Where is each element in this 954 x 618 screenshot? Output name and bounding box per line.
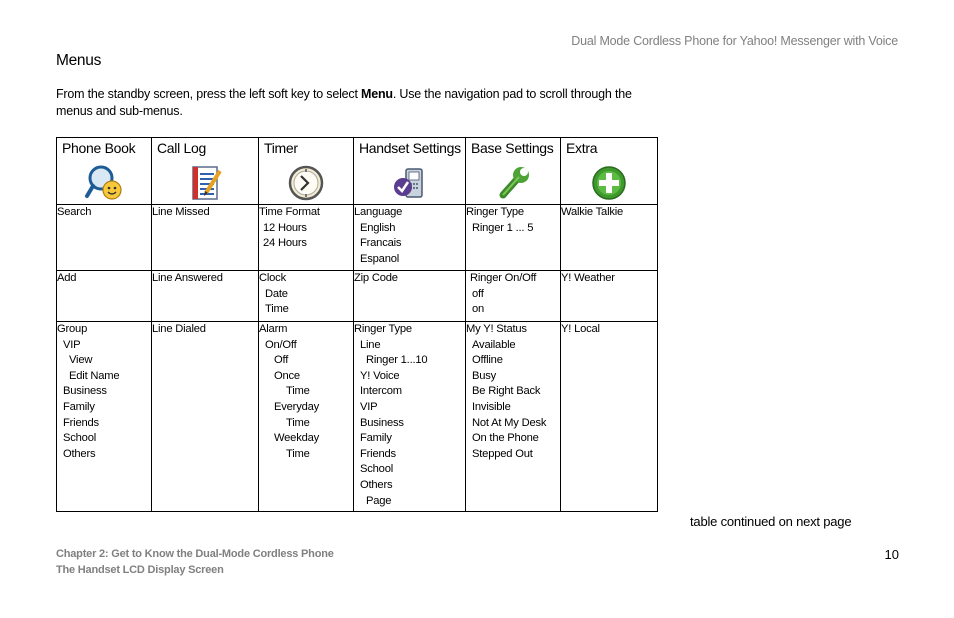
submenu-item-y-voice: Y! Voice <box>360 369 400 382</box>
call-log-notepad-icon <box>185 163 225 203</box>
table-cell-base-settings <box>466 205 561 271</box>
column-header-label: Base Settings <box>471 140 554 156</box>
intro-menu-keyword: Menu <box>361 87 393 101</box>
table-continued-note: table continued on next page <box>690 514 852 529</box>
submenu-item-not-at-my-desk: Not At My Desk <box>472 416 547 429</box>
submenu-item-school: School <box>63 432 97 445</box>
plus-icon <box>589 163 629 203</box>
submenu-item-page: Page <box>366 494 392 507</box>
section-title: Menus <box>56 52 102 69</box>
page-number: 10 <box>884 547 899 562</box>
table-cell-handset-settings <box>354 271 466 322</box>
column-header-timer <box>259 138 354 205</box>
menu-item-ringer-type: Ringer Type <box>466 206 524 218</box>
submenu-item-business: Business <box>63 385 107 398</box>
column-header-phone-book <box>57 138 152 205</box>
menu-item-alarm: Alarm <box>259 323 288 335</box>
submenu-item-on-off: On/Off <box>265 338 297 351</box>
submenu-item-vip: VIP <box>360 400 378 413</box>
submenu-item-12-hours: 12 Hours <box>263 221 307 234</box>
table-cell-phone-book <box>57 205 152 271</box>
menu-item-time-format: Time Format <box>259 206 320 218</box>
table-cell-call-log <box>152 322 259 512</box>
table-cell-base-settings <box>466 322 561 512</box>
submenu-item-time: Time <box>286 385 310 398</box>
table-row <box>57 322 658 512</box>
submenu-item-ringer-1-10: Ringer 1...10 <box>366 354 428 367</box>
column-header-label: Handset Settings <box>359 140 461 156</box>
submenu-item-on-the-phone: On the Phone <box>472 432 539 445</box>
table-cell-call-log <box>152 271 259 322</box>
column-header-label: Phone Book <box>62 140 136 156</box>
submenu-item-off: off <box>472 287 484 300</box>
submenu-item-busy: Busy <box>472 369 497 382</box>
table-cell-phone-book <box>57 322 152 512</box>
table-row <box>57 205 658 271</box>
table-cell-handset-settings <box>354 205 466 271</box>
menu-item-clock: Clock <box>259 272 286 284</box>
menu-item-my-y-status: My Y! Status <box>466 323 527 335</box>
submenu-item-time: Time <box>286 447 310 460</box>
column-header-base-settings <box>466 138 561 205</box>
column-header-handset-settings <box>354 138 466 205</box>
wrench-icon <box>493 163 533 203</box>
table-row <box>57 271 658 322</box>
menu-item-zip-code: Zip Code <box>354 272 398 284</box>
submenu-item-family: Family <box>360 432 392 445</box>
footer-chapter: Chapter 2: Get to Know the Dual-Mode Cordless Phone <box>56 548 334 560</box>
intro-text-start: From the standby screen, press the left soft key to select <box>56 87 362 101</box>
submenu-item-edit-name: Edit Name <box>69 369 120 382</box>
table-cell-call-log <box>152 205 259 271</box>
submenu-item-time: Time <box>286 416 310 429</box>
table-header-row <box>57 138 658 205</box>
submenu-item-intercom: Intercom <box>360 385 402 398</box>
menus-table <box>56 137 658 512</box>
menu-item-ringer-type: Ringer Type <box>354 323 412 335</box>
table-cell-base-settings <box>466 271 561 322</box>
submenu-item-on: on <box>472 303 485 316</box>
submenu-item-friends: Friends <box>360 447 396 460</box>
submenu-item-english: English <box>360 221 396 234</box>
submenu-item-invisible: Invisible <box>472 400 511 413</box>
submenu-item-view: View <box>69 354 93 367</box>
menu-item-line-answered: Line Answered <box>152 272 223 284</box>
submenu-item-espanol: Espanol <box>360 252 400 265</box>
menu-item-walkie-talkie: Walkie Talkie <box>561 206 624 218</box>
submenu-item-everyday: Everyday <box>274 400 320 413</box>
submenu-item-others: Others <box>360 478 393 491</box>
submenu-item-weekday: Weekday <box>274 432 320 445</box>
menu-item-line-missed: Line Missed <box>152 206 210 218</box>
menu-item-group: Group <box>57 323 88 335</box>
submenu-item-school: School <box>360 463 394 476</box>
column-header-label: Extra <box>566 140 598 156</box>
submenu-item-vip: VIP <box>63 338 81 351</box>
submenu-item-date: Date <box>265 287 288 300</box>
submenu-item-business: Business <box>360 416 404 429</box>
column-header-label: Timer <box>264 140 298 156</box>
column-header-call-log <box>152 138 259 205</box>
menu-item-y-local: Y! Local <box>561 323 600 335</box>
submenu-item-ringer-1-5: Ringer 1 ... 5 <box>472 221 534 234</box>
menu-item-y-weather: Y! Weather <box>561 272 615 284</box>
document-header-title: Dual Mode Cordless Phone for Yahoo! Messenger with Voice <box>571 34 898 48</box>
submenu-item-line: Line <box>360 338 381 351</box>
submenu-item-others: Others <box>63 447 96 460</box>
menu-item-line-dialed: Line Dialed <box>152 323 206 335</box>
page-footer <box>56 546 334 578</box>
table-cell-timer <box>259 271 354 322</box>
table-cell-extra <box>561 322 658 512</box>
handset-settings-icon <box>390 163 430 203</box>
intro-paragraph <box>56 86 656 119</box>
submenu-item-family: Family <box>63 400 95 413</box>
table-cell-extra <box>561 271 658 322</box>
menu-item-language: Language <box>354 206 403 218</box>
column-header-label: Call Log <box>157 140 206 156</box>
submenu-item-once: Once <box>274 369 300 382</box>
intro-text-end: . Use the navigation pad to scroll through the menus and sub-menus. <box>56 87 632 118</box>
phonebook-search-icon <box>84 163 124 203</box>
table-cell-phone-book <box>57 271 152 322</box>
submenu-item-be-right-back: Be Right Back <box>472 385 541 398</box>
table-cell-handset-settings <box>354 322 466 512</box>
submenu-item-24-hours: 24 Hours <box>263 237 307 250</box>
column-header-extra <box>561 138 658 205</box>
submenu-item-friends: Friends <box>63 416 99 429</box>
table-cell-timer <box>259 205 354 271</box>
table-cell-extra <box>561 205 658 271</box>
submenu-item-off: Off <box>274 354 289 367</box>
table-cell-timer <box>259 322 354 512</box>
submenu-item-francais: Francais <box>360 237 402 250</box>
timer-clock-icon <box>286 163 326 203</box>
submenu-item-offline: Offline <box>472 354 503 367</box>
footer-subsection: The Handset LCD Display Screen <box>56 564 224 576</box>
menu-item-ringer-on-off: Ringer On/Off <box>470 272 537 284</box>
submenu-item-time: Time <box>265 303 289 316</box>
menu-item-search: Search <box>57 206 92 218</box>
menu-item-add: Add <box>57 272 77 284</box>
submenu-item-stepped-out: Stepped Out <box>472 447 533 460</box>
submenu-item-available: Available <box>472 338 516 351</box>
